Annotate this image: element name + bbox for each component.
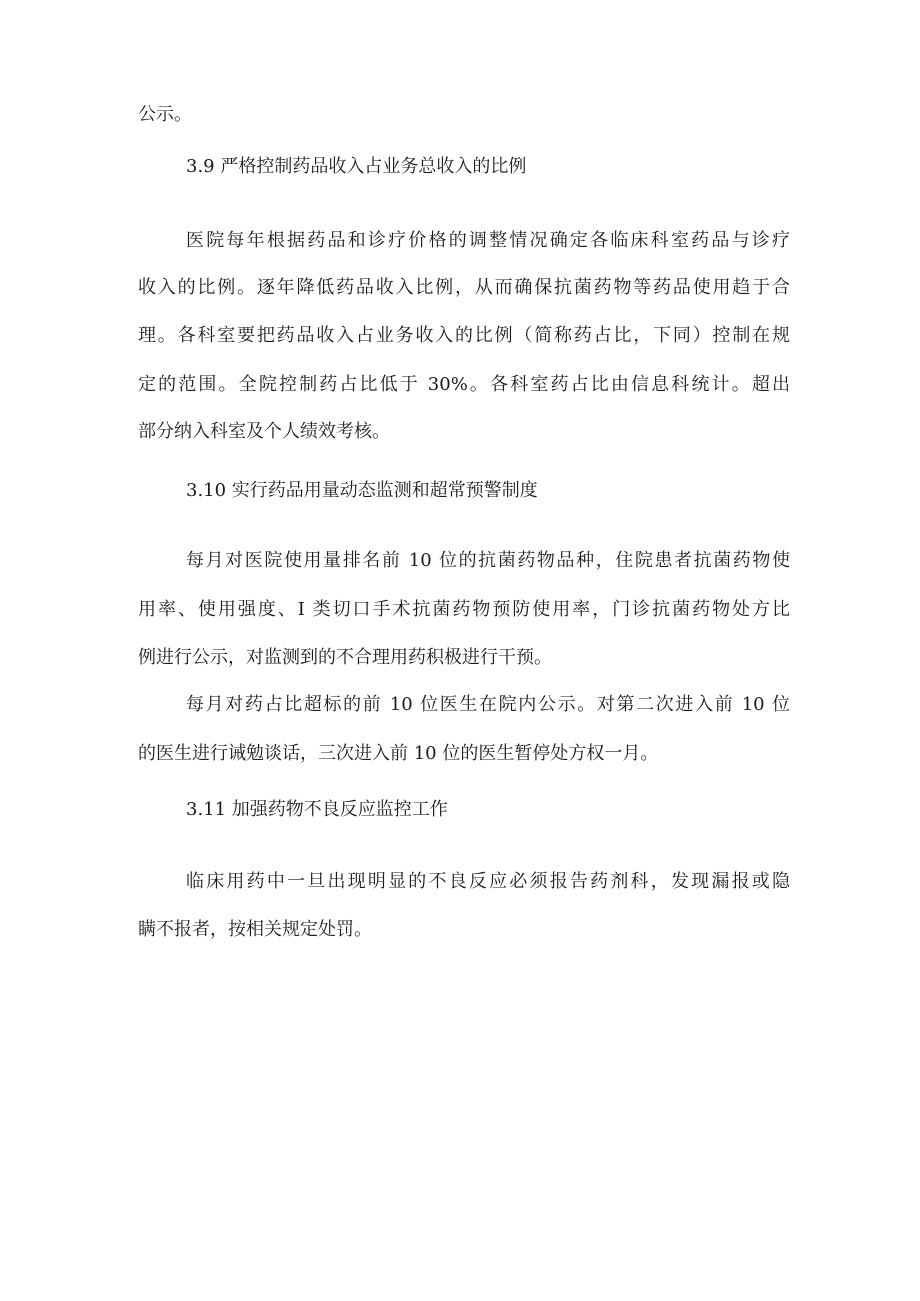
paragraph-line: 每月对医院使用量排名前 10 位的抗菌药物品种，住院患者抗菌药物使: [186, 550, 790, 571]
section-heading-3-9: 3.9 严格控制药品收入占业务总收入的比例: [186, 156, 527, 177]
paragraph-line: 医院每年根据药品和诊疗价格的调整情况确定各临床科室药品与诊疗: [186, 230, 790, 251]
paragraph-line: 收入的比例。逐年降低药品收入比例，从而确保抗菌药物等药品使用趋于合: [138, 277, 790, 298]
section-heading-3-10: 3.10 实行药品用量动态监测和超常预警制度: [186, 480, 538, 501]
paragraph-line: 的医生进行诫勉谈话，三次进入前 10 位的医生暂停处方权一月。: [138, 743, 659, 764]
paragraph-line: 部分纳入科室及个人绩效考核。: [138, 421, 390, 442]
paragraph-line: 用率、使用强度、I 类切口手术抗菌药物预防使用率，门诊抗菌药物处方比: [138, 599, 790, 620]
paragraph-line: 临床用药中一旦出现明显的不良反应必须报告药剂科，发现漏报或隐: [186, 871, 790, 892]
paragraph-line: 瞒不报者，按相关规定处罚。: [138, 919, 372, 940]
paragraph-line: 定的范围。全院控制药占比低于 30%。各科室药占比由信息科统计。超出: [138, 374, 790, 395]
text-line-continuation: 公示。: [138, 104, 192, 125]
paragraph-line: 每月对药占比超标的前 10 位医生在院内公示。对第二次进入前 10 位: [186, 694, 790, 715]
paragraph-line: 理。各科室要把药品收入占业务收入的比例（简称药占比，下同）控制在规: [138, 325, 790, 346]
paragraph-line: 例进行公示，对监测到的不合理用药积极进行干预。: [138, 647, 552, 668]
section-heading-3-11: 3.11 加强药物不良反应监控工作: [186, 799, 448, 820]
